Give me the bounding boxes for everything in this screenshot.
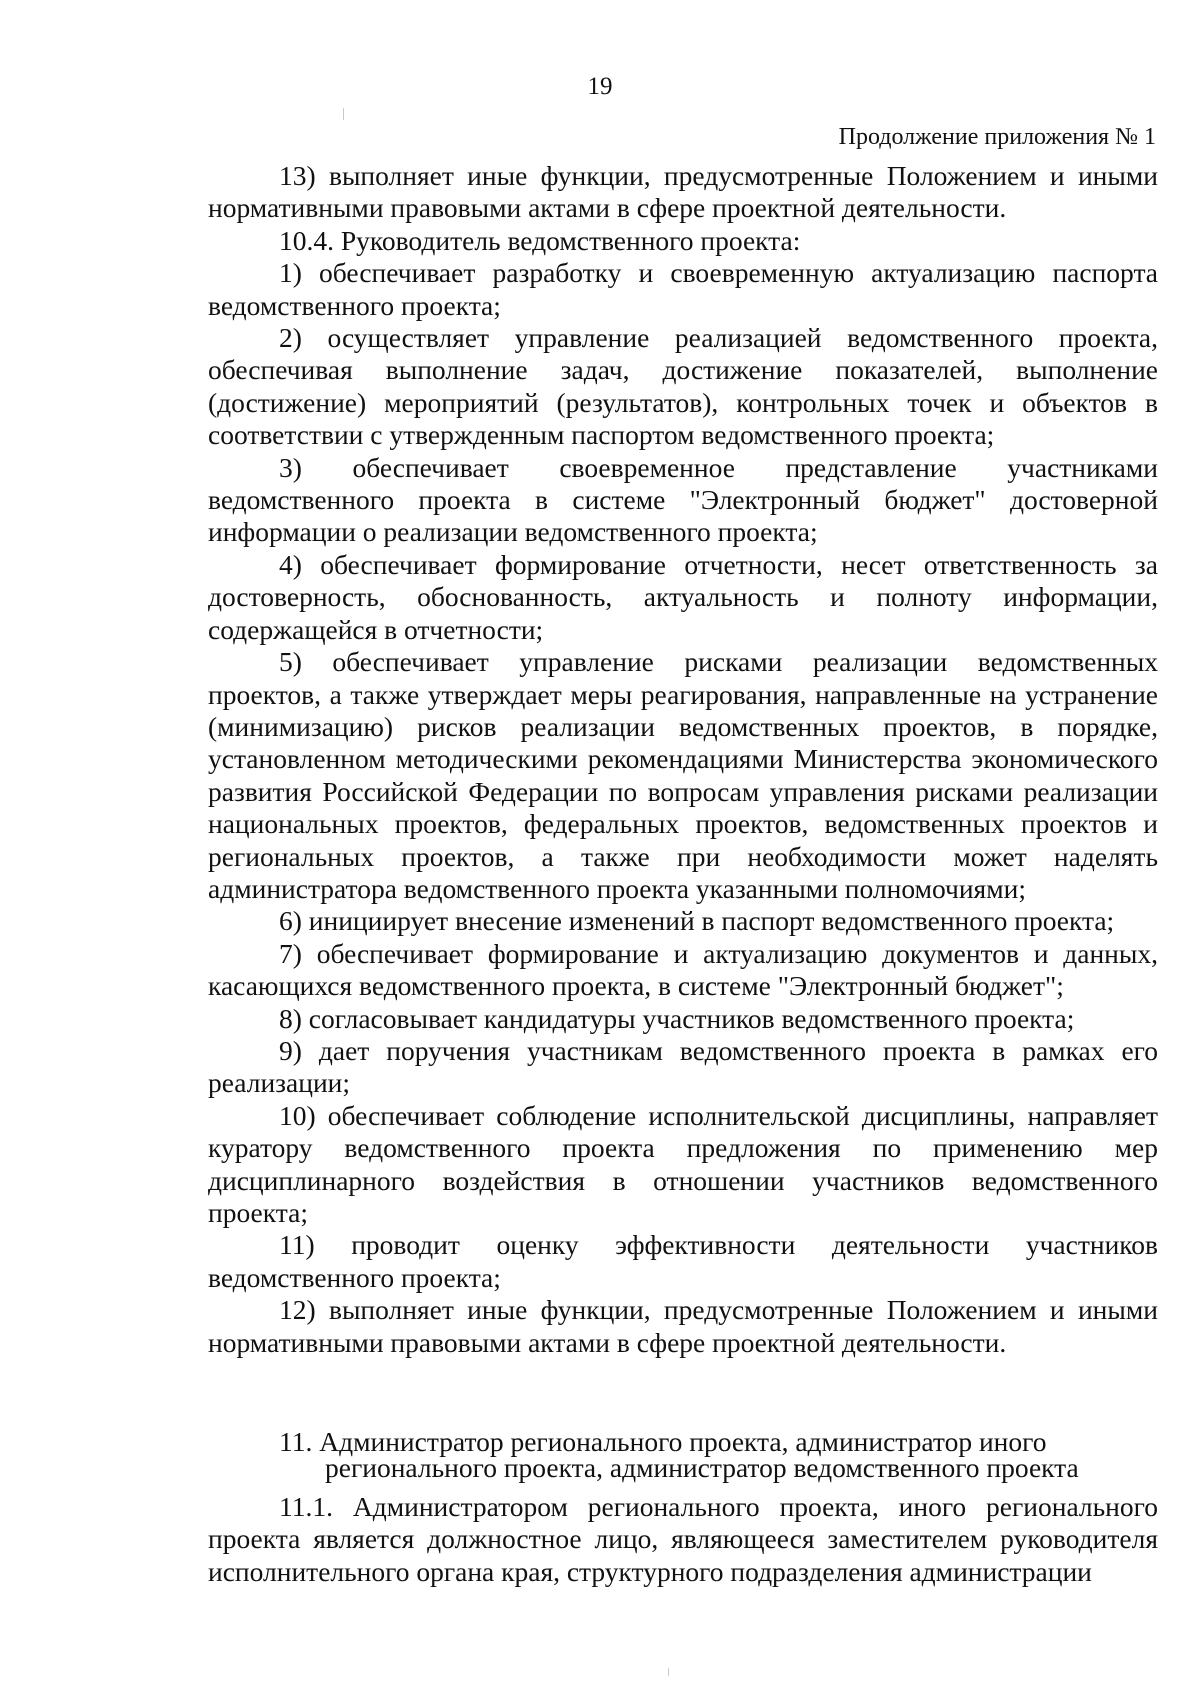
scan-speck	[668, 1668, 669, 1676]
paragraph: 12) выполняет иные функции, предусмотренные Положением и иными нормативными правовыми актами в сфере проектной деятельности.	[208, 1294, 1158, 1358]
paragraph: 8) согласовывает кандидатуры участников ведомственного проекта;	[279, 1002, 1075, 1034]
appendix-continuation-label: Продолжение приложения № 1	[838, 124, 1156, 150]
section-number: 11.	[279, 1426, 313, 1457]
paragraph: 10.4. Руководитель ведомственного проекта:	[279, 224, 801, 256]
document-body-continued	[208, 1491, 1158, 1588]
scan-speck	[343, 108, 344, 120]
page-number: 19	[587, 73, 613, 100]
section-title-line-2: регионального проекта, администратор ведомственного проекта	[325, 1452, 1079, 1483]
paragraph: 10) обеспечивает соблюдение исполнительской дисциплины, направляет куратору ведомственного проекта предложения по применению мер дисциплинарного воздействия в отношении участников ведомственного проекта;	[208, 1099, 1158, 1228]
paragraph: 13) выполняет иные функции, предусмотренные Положением и иными нормативными правовыми актами в сфере проектной деятельности.	[208, 160, 1158, 224]
paragraph: 11.1. Администратором регионального проекта, иного регионального проекта является должностное лицо, являющееся заместителем руководителя исполнительного органа края, структурного подразделения администрации	[208, 1491, 1158, 1587]
paragraph: 11) проводит оценку эффективности деятельности участников ведомственного проекта;	[208, 1229, 1158, 1293]
paragraph: 3) обеспечивает своевременное представление участниками ведомственного проекта в системе "Электронный бюджет" достоверной информации о реализации ведомственного проекта;	[208, 451, 1158, 548]
paragraph: 2) осуществляет управление реализацией ведомственного проекта, обеспечивая выполнение задач, достижение показателей, выполнение (достижение) мероприятий (результатов), контрольных точек и объектов в соответствии с утвержденным паспортом ведомственного проекта;	[208, 322, 1158, 451]
paragraph: 5) обеспечивает управление рисками реализации ведомственных проектов, а также утверждает меры реагирования, направленные на устранение (минимизацию) рисков реализации ведомственных проектов, в порядке, установленном методическими рекомендациями Министерства экономического развития Российской Федерации по вопросам управления рисками реализации национальных проектов, федеральных проектов, ведомственных проектов и региональных проектов, а также при необходимости может наделять администратора ведомственного проекта указанными полномочиями;	[208, 646, 1158, 904]
section-heading	[279, 1426, 1158, 1483]
paragraph: 1) обеспечивает разработку и своевременную актуализацию паспорта ведомственного проекта;	[208, 257, 1158, 321]
paragraph: 6) инициирует внесение изменений в паспорт ведомственного проекта;	[279, 905, 1115, 937]
document-body	[208, 160, 1158, 1359]
section-title-line-1: Администратор регионального проекта, администратор иного	[319, 1426, 1047, 1457]
paragraph: 7) обеспечивает формирование и актуализацию документов и данных, касающихся ведомственного проекта, в системе "Электронный бюджет";	[208, 937, 1158, 1002]
paragraph: 4) обеспечивает формирование отчетности, несет ответственность за достоверность, обоснованность, актуальность и полноту информации, содержащейся в отчетности;	[208, 548, 1158, 645]
paragraph: 9) дает поручения участникам ведомственного проекта в рамках его реализации;	[208, 1034, 1158, 1099]
